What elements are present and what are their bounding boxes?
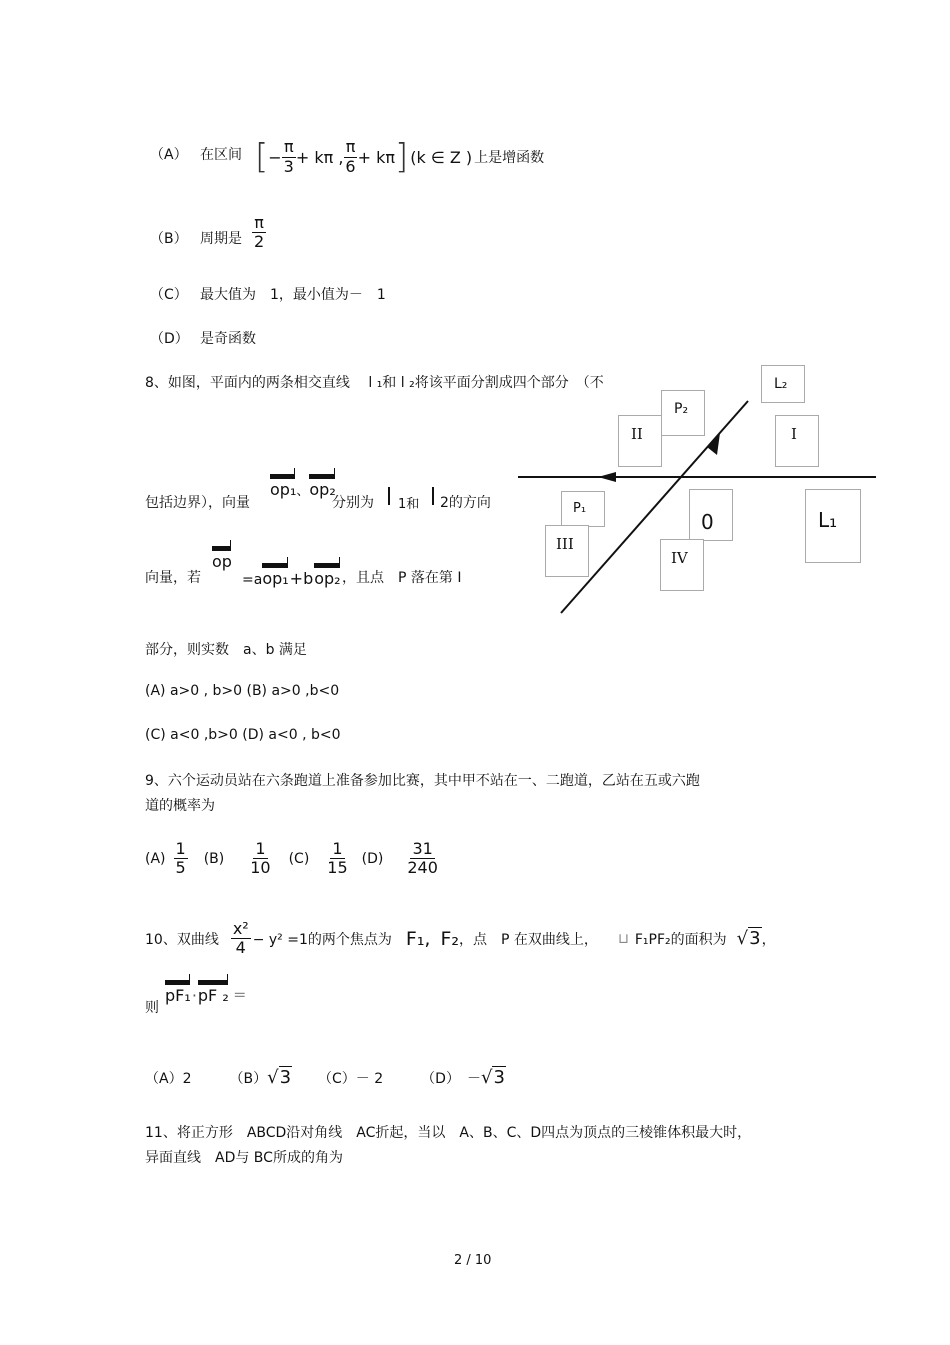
arrow-head-left-icon <box>598 472 616 482</box>
q10-option-b-label: （B） <box>229 1070 268 1087</box>
sqrt-3: √3 <box>480 1067 505 1088</box>
label-box-l1: L₁ <box>805 489 861 563</box>
q7-option-d-text: 是奇函数 <box>200 331 256 347</box>
vector-pf2: pF ₂ <box>198 980 229 1005</box>
equals-sign: ＝ <box>232 988 247 1004</box>
dot-operator: ⋅ <box>191 986 197 1005</box>
q9-option-c-label: (C) <box>288 850 310 867</box>
q10-options <box>145 1067 506 1088</box>
q8-line-3-post: ，且点 P 落在第 I <box>342 570 462 586</box>
comma: 、 <box>296 484 310 499</box>
focus-f2: F₂ <box>440 927 460 950</box>
q10-dot-product <box>165 980 247 1005</box>
label-box-p2: P₂ <box>661 390 705 436</box>
label-box-region-1: I <box>775 415 819 467</box>
q9-option-b-label: (B) <box>203 850 225 867</box>
fraction-x2-4: $\frac{\text{x²}}{4}$ <box>232 919 249 958</box>
fraction-31-240: $\frac{31}{240}$ <box>407 839 438 878</box>
vector-op: op <box>212 546 232 571</box>
vector-pf1: pF₁ <box>165 980 191 1005</box>
fraction-pi-2: $\frac{\pi}{2}$ <box>254 213 265 252</box>
q7-option-b-text: 周期是 <box>200 231 242 247</box>
q8-l2-text: 2的方向 <box>440 495 491 511</box>
q11-line-2: 异面直线 AD与 BC所成的角为 <box>145 1150 343 1166</box>
label-box-p1: P₁ <box>561 491 605 527</box>
sqrt-3: √3 <box>736 928 761 950</box>
q10-option-d-label: （D） － <box>421 1070 481 1087</box>
q10-prefix: 10、双曲线 <box>145 931 219 948</box>
q10-area-text: F₁PF₂的面积为 <box>634 931 727 948</box>
q8-options-ab: (A) a>0 , b>0 (B) a>0 ,b<0 <box>145 683 340 699</box>
label-box-region-4: IV <box>660 539 704 591</box>
increasing-text: 上是增函数 <box>474 150 545 166</box>
q8-line-3-pre: 向量，若 <box>145 570 201 586</box>
label-box-region-2: II <box>618 415 662 467</box>
q11-line-1: 11、将正方形 ABCD沿对角线 AC折起，当以 A、B、C、D四点为顶点的三棱锥体积最大时， <box>145 1125 752 1141</box>
q9-options <box>145 840 440 878</box>
minus-sign: − <box>268 147 282 167</box>
q10-option-c: （C）－ 2 <box>318 1070 384 1087</box>
q9-line-2: 道的概率为 <box>145 798 215 814</box>
q7-option-a-label: （A） <box>150 147 188 163</box>
vector-op1: op₁ <box>262 563 288 588</box>
q10-equation-text: − y² =1的两个焦点为 <box>252 931 392 948</box>
q9-option-a-label: (A) <box>145 850 166 867</box>
fraction-1-10: $\frac{1}{10}$ <box>250 839 271 878</box>
vector-op1: op₁ <box>270 474 296 499</box>
q8-line-2-pre: 包括边界），向量 <box>145 495 250 511</box>
vector-op2: op₂ <box>314 563 340 588</box>
fraction-pi-6: $\frac{\pi}{6}$ <box>345 137 356 176</box>
q10-option-a: （A）2 <box>145 1070 192 1087</box>
q10-then: 则 <box>145 1000 159 1016</box>
triangle-icon: ⊔ <box>617 930 629 947</box>
q8-line-1: 8、如图，平面内的两条相交直线 l ₁和 l ₂将该平面分割成四个部分 （不 <box>145 375 604 391</box>
fraction-pi-3: $\frac{\pi}{3}$ <box>283 137 294 176</box>
q8-line-4: 部分，则实数 a、b 满足 <box>145 642 307 658</box>
equals-a: =a <box>242 572 263 588</box>
q8-line-2-mid: 分别为 <box>332 495 374 511</box>
fraction-1-5: $\frac{1}{5}$ <box>175 839 186 878</box>
q7-option-c-label: （C） <box>150 287 188 303</box>
q7-option-c-text: 最大值为 1，最小值为－ 1 <box>200 287 386 303</box>
plus-b: +b <box>289 569 314 588</box>
focus-f1: F₁, <box>405 927 431 950</box>
vector-op2: op₂ <box>309 474 335 499</box>
fraction-1-15: $\frac{1}{15}$ <box>327 839 348 878</box>
q7-option-d-label: （D） <box>150 331 189 347</box>
q8-l1-text: 1和 <box>398 497 420 512</box>
q7-interval-formula: [ − $\frac{\pi}{3}$ + kπ , $\frac{\pi}{6}$ + kπ ] (k ∈ Z ) 上是增函数 <box>255 137 545 177</box>
q10-line-1 <box>145 920 776 958</box>
page-number: 2 / 10 <box>454 1253 492 1268</box>
q7-option-b-label: （B） <box>150 231 188 247</box>
q10-point-text: ，点 P 在双曲线上， <box>459 931 598 948</box>
label-box-region-3: III <box>545 525 589 577</box>
sqrt-3: √3 <box>267 1067 292 1088</box>
q9-line-1: 9、六个运动员站在六条跑道上准备参加比赛，其中甲不站在一、二跑道，乙站在五或六跑 <box>145 773 700 789</box>
q8-options-cd: (C) a<0 ,b>0 (D) a<0 , b<0 <box>145 727 341 743</box>
plus-kpi: + kπ , <box>295 147 344 167</box>
plus-kpi: + kπ <box>357 147 395 167</box>
comma: ， <box>761 931 776 948</box>
label-box-l2: L₂ <box>761 365 805 403</box>
q9-option-d-label: (D) <box>361 850 384 867</box>
label-box-origin: 0 <box>689 489 733 541</box>
q7-option-a-text: 在区间 <box>200 147 242 163</box>
k-in-z: (k ∈ Z ) <box>410 147 473 167</box>
